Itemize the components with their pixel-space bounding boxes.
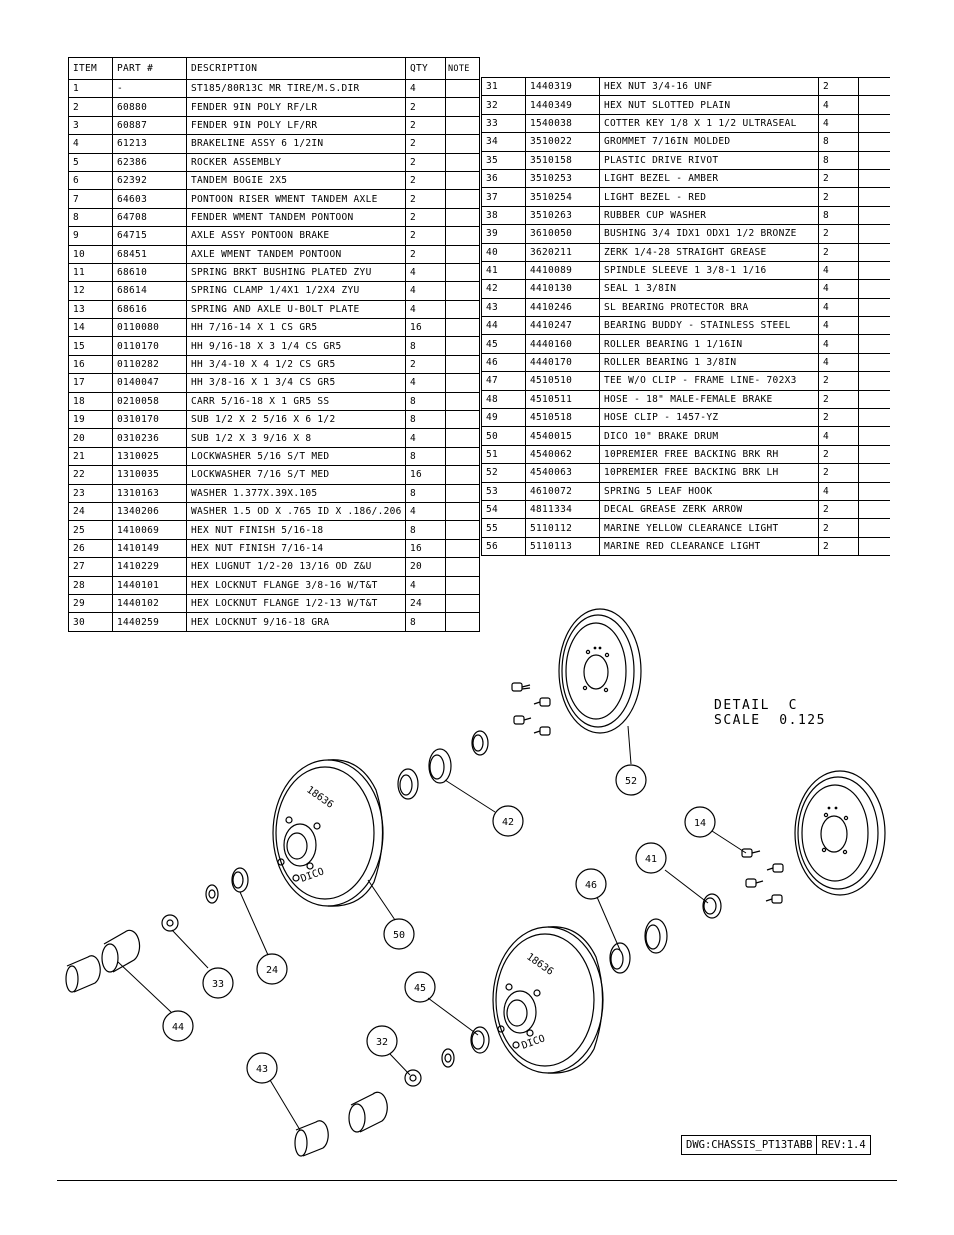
cell-part-number: 4540062 [526,445,600,463]
drum-marking-lower-top: 18636 [524,951,556,978]
cell-item: 35 [482,151,526,169]
cell-part-number: 4610072 [526,482,600,500]
callout-46: 46 [584,880,598,891]
cell-item: 48 [482,390,526,408]
cell-part-number: 64708 [113,208,187,226]
cell-qty: 2 [819,464,859,482]
cell-qty: 4 [819,427,859,445]
cell-qty: 4 [819,261,859,279]
cell-description: LIGHT BEZEL - RED [600,188,819,206]
cell-part-number: 4440160 [526,335,600,353]
cell-item: 10 [69,245,113,263]
cell-item: 33 [482,114,526,132]
cell-part-number: 1340206 [113,502,187,520]
footer-rule [57,1180,897,1181]
cell-part-number: 3510253 [526,169,600,187]
cell-qty: 4 [406,282,446,300]
cell-qty: 2 [406,355,446,373]
callout-24: 24 [265,965,279,976]
cell-description: HH 7/16-14 X 1 CS GR5 [187,319,406,337]
cell-item: 40 [482,243,526,261]
cell-description: TEE W/O CLIP - FRAME LINE- 702X3 [600,372,819,390]
cell-description: FENDER 9IN POLY RF/LR [187,98,406,116]
cell-item: 12 [69,282,113,300]
cell-item: 8 [69,208,113,226]
cell-part-number: - [113,80,187,98]
cell-item: 31 [482,78,526,96]
header-description: DESCRIPTION [187,58,406,80]
cell-description: LIGHT BEZEL - AMBER [600,169,819,187]
brake-drum-lower [493,927,603,1073]
cell-item: 53 [482,482,526,500]
cell-part-number: 4540063 [526,464,600,482]
washer-small-upper [206,885,218,903]
cell-qty: 4 [819,335,859,353]
callout-50: 50 [392,930,406,941]
cell-item: 9 [69,227,113,245]
cell-part-number: 0310236 [113,429,187,447]
cell-part-number: 3510022 [526,133,600,151]
cell-item: 46 [482,353,526,371]
cell-qty: 2 [406,227,446,245]
header-part-number: PART # [113,58,187,80]
backing-plate-right [795,771,885,895]
cell-qty: 8 [406,521,446,539]
cell-item: 43 [482,298,526,316]
protector-cap-upper [66,956,100,992]
cell-qty: 2 [819,519,859,537]
cell-part-number: 4540015 [526,427,600,445]
cell-qty: 2 [406,245,446,263]
cell-description: HEX NUT SLOTTED PLAIN [600,96,819,114]
cell-description: ROCKER ASSEMBLY [187,153,406,171]
cell-part-number: 3510263 [526,206,600,224]
cell-qty: 4 [406,374,446,392]
cell-part-number: 3620211 [526,243,600,261]
drawing-number: DWG:CHASSIS_PT13TABB [686,1139,813,1151]
bolt-group-right [742,849,783,903]
cell-qty: 2 [406,190,446,208]
callout-43: 43 [255,1064,269,1075]
cell-part-number: 3510158 [526,151,600,169]
cell-description: HOSE - 18" MALE-FEMALE BRAKE [600,390,819,408]
cell-item: 28 [69,576,113,594]
cell-qty: 2 [819,78,859,96]
cell-qty: 8 [406,613,446,631]
cell-qty: 20 [406,558,446,576]
slotted-nut-upper [162,915,178,931]
cell-qty: 4 [819,96,859,114]
callout-circles [163,765,715,1083]
cell-part-number: 1440349 [526,96,600,114]
cell-item: 49 [482,409,526,427]
cell-description: 10PREMIER FREE BACKING BRK LH [600,464,819,482]
cell-item: 44 [482,317,526,335]
cell-qty: 2 [819,188,859,206]
bearing-buddy-upper [102,930,140,972]
cell-qty: 24 [406,594,446,612]
cell-part-number: 5110112 [526,519,600,537]
cell-part-number: 1410069 [113,521,187,539]
cell-qty: 4 [819,298,859,316]
cell-qty: 2 [406,171,446,189]
leader-lines [118,726,746,1130]
cell-part-number: 68451 [113,245,187,263]
cell-qty: 16 [406,539,446,557]
cell-part-number: 64715 [113,227,187,245]
cell-item: 20 [69,429,113,447]
cell-item: 5 [69,153,113,171]
cell-part-number: 3610050 [526,225,600,243]
drum-marking-upper-top: 18636 [304,784,336,811]
cell-description: SPINDLE SLEEVE 1 3/8-1 1/16 [600,261,819,279]
cell-qty: 2 [406,116,446,134]
cell-item: 18 [69,392,113,410]
cell-qty: 2 [819,537,859,555]
cell-part-number: 0110170 [113,337,187,355]
cell-description: AXLE ASSY PONTOON BRAKE [187,227,406,245]
cell-part-number: 1310163 [113,484,187,502]
cell-description: HEX LOCKNUT FLANGE 3/8-16 W/T&T [187,576,406,594]
cell-qty: 2 [819,243,859,261]
cell-item: 16 [69,355,113,373]
cell-part-number: 4811334 [526,500,600,518]
callout-33: 33 [211,979,225,990]
backing-plate-upper [559,609,641,733]
cell-part-number: 1440319 [526,78,600,96]
cell-item: 52 [482,464,526,482]
cell-description: RUBBER CUP WASHER [600,206,819,224]
drum-marking-lower-bottom: DICO [520,1033,547,1052]
cell-description: ROLLER BEARING 1 1/16IN [600,335,819,353]
cell-item: 55 [482,519,526,537]
cell-item: 32 [482,96,526,114]
cell-qty: 4 [819,280,859,298]
cell-description: 10PREMIER FREE BACKING BRK RH [600,445,819,463]
cell-item: 56 [482,537,526,555]
seal-right-group [610,894,721,973]
callout-42: 42 [501,817,515,828]
cell-part-number: 4410089 [526,261,600,279]
cell-item: 11 [69,263,113,281]
cell-part-number: 62386 [113,153,187,171]
cell-description: BUSHING 3/4 IDX1 ODX1 1/2 BRONZE [600,225,819,243]
cell-description: HEX NUT FINISH 7/16-14 [187,539,406,557]
cell-description: PLASTIC DRIVE RIVOT [600,151,819,169]
cell-item: 17 [69,374,113,392]
cell-part-number: 4410246 [526,298,600,316]
protector-cap-lower [295,1121,328,1156]
cell-description: ZERK 1/4-28 STRAIGHT GREASE [600,243,819,261]
cell-part-number: 61213 [113,135,187,153]
seal-upper-group [398,731,488,799]
cell-description: FENDER 9IN POLY LF/RR [187,116,406,134]
cell-description: ST185/80R13C MR TIRE/M.S.DIR [187,80,406,98]
cell-description: TANDEM BOGIE 2X5 [187,171,406,189]
cell-qty: 2 [819,500,859,518]
cell-qty: 2 [819,409,859,427]
cell-description: HH 3/8-16 X 1 3/4 CS GR5 [187,374,406,392]
callout-44: 44 [171,1022,185,1033]
cell-description: HOSE CLIP - 1457-YZ [600,409,819,427]
cell-qty: 4 [406,502,446,520]
header-qty: QTY [406,58,446,80]
cell-part-number: 1310035 [113,466,187,484]
cell-description: PONTOON RISER WMENT TANDEM AXLE [187,190,406,208]
cell-part-number: 68610 [113,263,187,281]
cell-qty: 8 [406,411,446,429]
detail-scale: SCALE 0.125 [714,713,826,728]
cell-qty: 2 [819,445,859,463]
cell-part-number: 0310170 [113,411,187,429]
cell-description: FENDER WMENT TANDEM PONTOON [187,208,406,226]
cell-qty: 4 [819,317,859,335]
cell-item: 4 [69,135,113,153]
cell-item: 25 [69,521,113,539]
cell-qty: 2 [406,153,446,171]
bearing-buddy-lower [349,1092,387,1132]
cell-part-number: 1410149 [113,539,187,557]
cell-description: SEAL 1 3/8IN [600,280,819,298]
brake-drum-upper [273,760,383,906]
cell-part-number: 4510511 [526,390,600,408]
cell-description: GROMMET 7/16IN MOLDED [600,133,819,151]
cell-description: ROLLER BEARING 1 3/8IN [600,353,819,371]
cell-part-number: 4510510 [526,372,600,390]
cell-qty: 8 [819,151,859,169]
cell-item: 34 [482,133,526,151]
cell-description: COTTER KEY 1/8 X 1 1/2 ULTRASEAL [600,114,819,132]
cell-item: 47 [482,372,526,390]
cell-qty: 16 [406,319,446,337]
cell-qty: 4 [819,482,859,500]
bolt-group-upper [512,683,550,735]
cell-part-number: 64603 [113,190,187,208]
cell-part-number: 3510254 [526,188,600,206]
cell-qty: 2 [819,372,859,390]
cell-part-number: 1310025 [113,447,187,465]
cell-item: 23 [69,484,113,502]
cell-qty: 8 [819,133,859,151]
cell-item: 13 [69,300,113,318]
cell-item: 15 [69,337,113,355]
callout-41: 41 [644,854,658,865]
bearing-24 [232,868,248,892]
cell-part-number: 0110282 [113,355,187,373]
cell-part-number: 4410247 [526,317,600,335]
header-note: NOTE [446,58,480,80]
cell-qty: 2 [819,390,859,408]
cell-part-number: 4440170 [526,353,600,371]
cell-qty: 2 [819,169,859,187]
cell-part-number: 60880 [113,98,187,116]
cell-item: 7 [69,190,113,208]
cell-item: 6 [69,171,113,189]
cell-qty: 16 [406,466,446,484]
cell-part-number: 0110080 [113,319,187,337]
cell-item: 3 [69,116,113,134]
cell-part-number: 0210058 [113,392,187,410]
callout-52: 52 [624,776,638,787]
cell-description: HH 9/16-18 X 3 1/4 CS GR5 [187,337,406,355]
callout-45: 45 [413,983,427,994]
cell-description: AXLE WMENT TANDEM PONTOON [187,245,406,263]
cell-item: 54 [482,500,526,518]
cell-item: 39 [482,225,526,243]
cell-description: SPRING 5 LEAF HOOK [600,482,819,500]
title-block [681,1135,871,1155]
cell-description: HEX LOCKNUT FLANGE 1/2-13 W/T&T [187,594,406,612]
cell-item: 2 [69,98,113,116]
cell-qty: 8 [406,392,446,410]
cell-qty: 2 [406,135,446,153]
cell-description: SPRING AND AXLE U-BOLT PLATE [187,300,406,318]
cell-description: BEARING BUDDY - STAINLESS STEEL [600,317,819,335]
callout-32: 32 [375,1037,389,1048]
cell-description: WASHER 1.5 OD X .765 ID X .186/.206 [187,502,406,520]
cell-part-number: 1540038 [526,114,600,132]
cell-qty: 4 [406,429,446,447]
cell-description: LOCKWASHER 7/16 S/T MED [187,466,406,484]
cell-item: 29 [69,594,113,612]
cell-qty: 2 [819,225,859,243]
cell-part-number: 68614 [113,282,187,300]
cell-item: 21 [69,447,113,465]
cell-item: 38 [482,206,526,224]
cell-description: SUB 1/2 X 2 5/16 X 6 1/2 [187,411,406,429]
detail-title: DETAIL C [714,698,798,713]
cell-item: 42 [482,280,526,298]
cell-part-number: 5110113 [526,537,600,555]
cell-qty: 4 [406,263,446,281]
cell-qty: 8 [819,206,859,224]
cell-description: HEX NUT 3/4-16 UNF [600,78,819,96]
cell-description: MARINE YELLOW CLEARANCE LIGHT [600,519,819,537]
cell-item: 19 [69,411,113,429]
cell-part-number: 4410130 [526,280,600,298]
cell-description: DICO 10" BRAKE DRUM [600,427,819,445]
cell-description: MARINE RED CLEARANCE LIGHT [600,537,819,555]
cell-item: 26 [69,539,113,557]
cell-description: HEX LOCKNUT 9/16-18 GRA [187,613,406,631]
cell-item: 14 [69,319,113,337]
header-item: ITEM [69,58,113,80]
cell-description: SPRING CLAMP 1/4X1 1/2X4 ZYU [187,282,406,300]
cell-item: 37 [482,188,526,206]
cell-item: 45 [482,335,526,353]
detail-label [714,698,826,728]
cell-part-number: 0140047 [113,374,187,392]
cell-part-number: 1410229 [113,558,187,576]
cell-qty: 8 [406,447,446,465]
cell-item: 50 [482,427,526,445]
cell-qty: 4 [406,300,446,318]
cell-description: SL BEARING PROTECTOR BRA [600,298,819,316]
cell-item: 51 [482,445,526,463]
cell-item: 36 [482,169,526,187]
cell-description: HEX LUGNUT 1/2-20 13/16 OD Z&U [187,558,406,576]
cell-part-number: 4510518 [526,409,600,427]
cell-part-number: 68616 [113,300,187,318]
cell-qty: 4 [819,353,859,371]
revision: REV:1.4 [816,1136,869,1154]
cell-item: 1 [69,80,113,98]
cell-part-number: 1440101 [113,576,187,594]
cell-part-number: 1440102 [113,594,187,612]
cell-description: SPRING BRKT BUSHING PLATED ZYU [187,263,406,281]
cell-description: HEX NUT FINISH 5/16-18 [187,521,406,539]
cell-description: CARR 5/16-18 X 1 GR5 SS [187,392,406,410]
cell-part-number: 1440259 [113,613,187,631]
cell-item: 27 [69,558,113,576]
cell-qty: 4 [406,80,446,98]
cell-qty: 4 [819,114,859,132]
cell-item: 30 [69,613,113,631]
drum-marking-upper-bottom: DICO [299,866,326,885]
washer-small-lower [442,1049,454,1067]
cell-part-number: 62392 [113,171,187,189]
cell-part-number: 60887 [113,116,187,134]
cell-description: BRAKELINE ASSY 6 1/2IN [187,135,406,153]
cell-description: SUB 1/2 X 3 9/16 X 8 [187,429,406,447]
cell-qty: 2 [406,98,446,116]
cell-description: HH 3/4-10 X 4 1/2 CS GR5 [187,355,406,373]
bearing-45 [471,1027,489,1053]
callout-14: 14 [693,818,707,829]
cell-description: WASHER 1.377X.39X.105 [187,484,406,502]
cell-qty: 8 [406,484,446,502]
cell-qty: 2 [406,208,446,226]
cell-item: 24 [69,502,113,520]
cell-description: DECAL GREASE ZERK ARROW [600,500,819,518]
cell-qty: 4 [406,576,446,594]
cell-description: LOCKWASHER 5/16 S/T MED [187,447,406,465]
cell-item: 41 [482,261,526,279]
cell-qty: 8 [406,337,446,355]
cell-item: 22 [69,466,113,484]
